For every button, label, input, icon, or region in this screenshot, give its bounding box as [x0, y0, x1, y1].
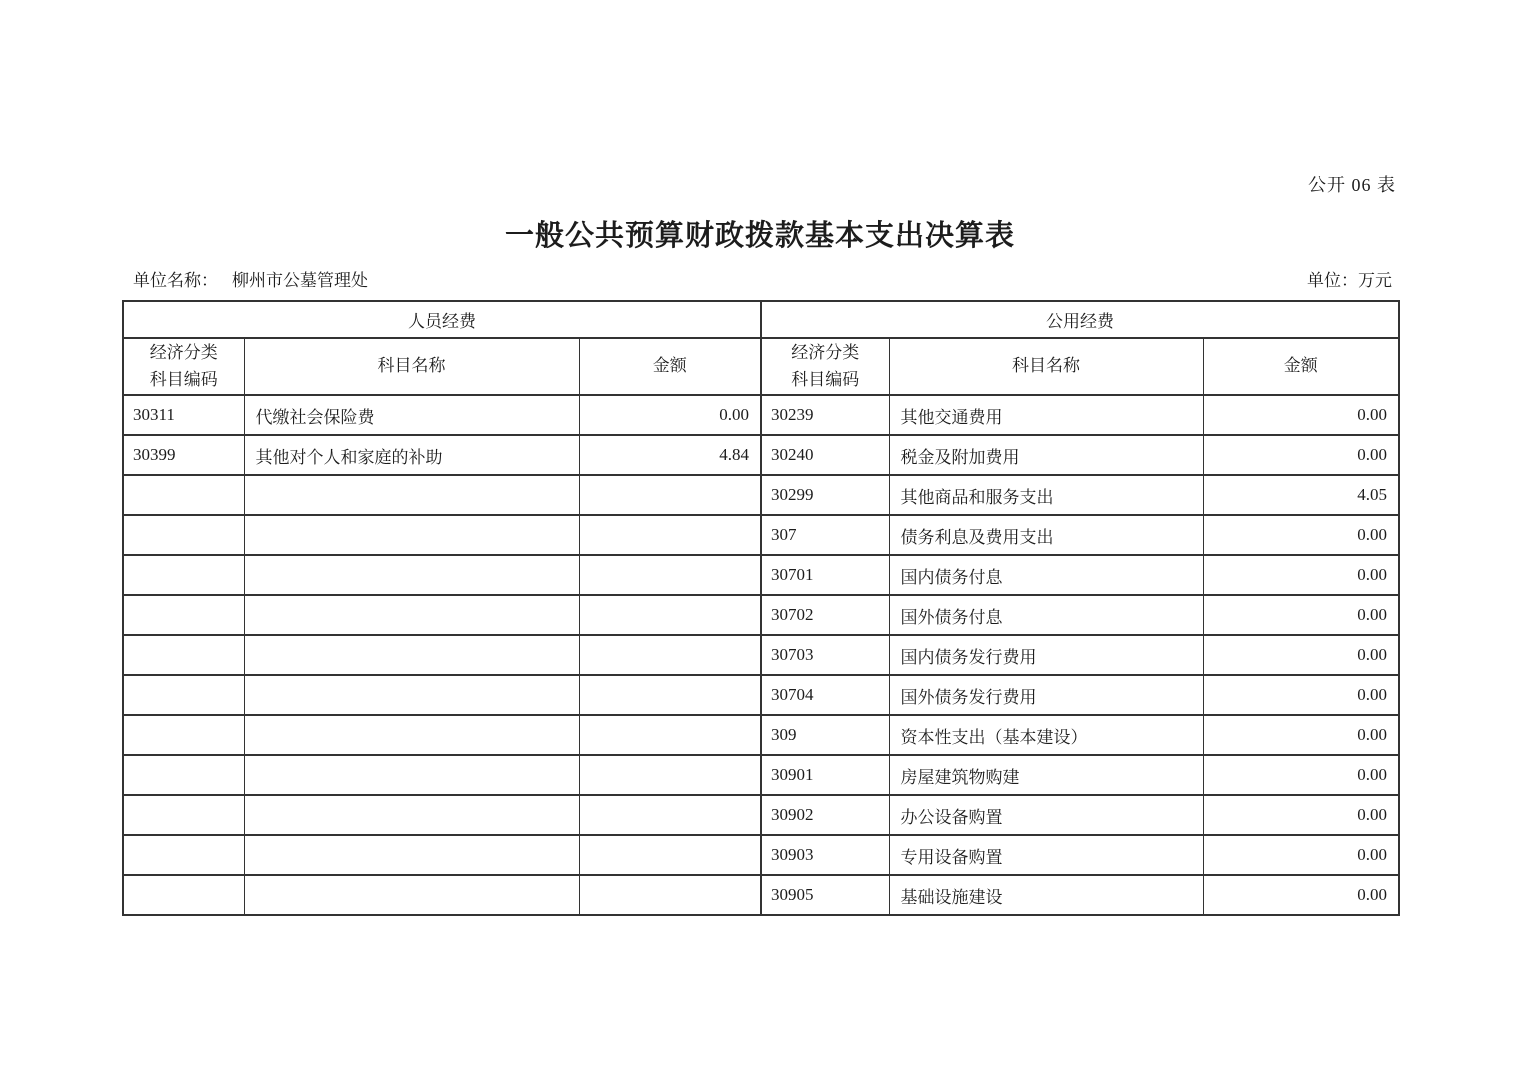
left-cell-amount [579, 835, 761, 875]
sheet-number-label: 公开 06 表 [1308, 175, 1396, 195]
right-cell-name: 债务利息及费用支出 [889, 515, 1203, 555]
right-cell-name: 房屋建筑物购建 [889, 755, 1203, 795]
right-cell-amount: 4.05 [1203, 475, 1399, 515]
right-cell-name: 税金及附加费用 [889, 435, 1203, 475]
meta-row [122, 266, 1398, 291]
right-cell-code: 30240 [761, 435, 889, 475]
right-cell-code: 30704 [761, 675, 889, 715]
left-col-header-code-line1: 经济分类 [149, 343, 218, 363]
right-cell-name: 国外债务付息 [889, 595, 1203, 635]
left-cell-code [123, 515, 244, 555]
right-cell-amount: 0.00 [1203, 515, 1399, 555]
left-cell-code [123, 675, 244, 715]
right-cell-amount: 0.00 [1203, 555, 1399, 595]
right-col-header-code-line1: 经济分类 [791, 343, 860, 363]
right-col-header-code [761, 338, 889, 395]
right-cell-code: 30299 [761, 475, 889, 515]
left-cell-amount [579, 715, 761, 755]
left-cell-code [123, 715, 244, 755]
table-row [123, 835, 1399, 875]
left-cell-amount [579, 555, 761, 595]
table-row [123, 795, 1399, 835]
expenditure-table [122, 300, 1400, 916]
left-cell-name [244, 675, 579, 715]
right-cell-code: 309 [761, 715, 889, 755]
table-row [123, 595, 1399, 635]
right-cell-name: 其他商品和服务支出 [889, 475, 1203, 515]
left-cell-code [123, 755, 244, 795]
right-cell-amount: 0.00 [1203, 395, 1399, 435]
right-cell-name: 办公设备购置 [889, 795, 1203, 835]
right-cell-amount: 0.00 [1203, 595, 1399, 635]
left-col-header-code-line2: 科目编码 [149, 369, 218, 389]
right-cell-code: 30239 [761, 395, 889, 435]
left-cell-code [123, 835, 244, 875]
left-cell-amount [579, 595, 761, 635]
left-cell-amount [579, 875, 761, 915]
right-cell-amount: 0.00 [1203, 635, 1399, 675]
left-cell-name: 代缴社会保险费 [244, 395, 579, 435]
right-cell-amount: 0.00 [1203, 715, 1399, 755]
left-cell-name [244, 555, 579, 595]
left-cell-name: 其他对个人和家庭的补助 [244, 435, 579, 475]
column-header-row [123, 338, 1399, 395]
right-cell-code: 30903 [761, 835, 889, 875]
table-row [123, 555, 1399, 595]
right-cell-amount: 0.00 [1203, 435, 1399, 475]
left-cell-code [123, 555, 244, 595]
left-cell-name [244, 875, 579, 915]
right-cell-amount: 0.00 [1203, 835, 1399, 875]
left-col-header-name: 科目名称 [244, 338, 579, 395]
left-cell-amount [579, 675, 761, 715]
unit-name-label: 单位名称： [133, 271, 218, 290]
group-header-public: 公用经费 [761, 301, 1399, 338]
left-cell-code [123, 635, 244, 675]
right-cell-code: 307 [761, 515, 889, 555]
unit-name-line [122, 266, 368, 291]
left-cell-name [244, 795, 579, 835]
right-cell-code: 30701 [761, 555, 889, 595]
left-cell-name [244, 715, 579, 755]
table-row [123, 475, 1399, 515]
left-col-header-code [123, 338, 244, 395]
right-cell-code: 30703 [761, 635, 889, 675]
left-col-header-amount: 金额 [579, 338, 761, 395]
right-cell-name: 专用设备购置 [889, 835, 1203, 875]
right-col-header-name: 科目名称 [889, 338, 1203, 395]
right-cell-code: 30702 [761, 595, 889, 635]
right-cell-amount: 0.00 [1203, 755, 1399, 795]
left-cell-code: 30399 [123, 435, 244, 475]
left-cell-name [244, 835, 579, 875]
right-cell-name: 基础设施建设 [889, 875, 1203, 915]
left-cell-name [244, 755, 579, 795]
left-cell-code: 30311 [123, 395, 244, 435]
left-cell-name [244, 515, 579, 555]
group-header-personnel: 人员经费 [123, 301, 761, 338]
left-cell-name [244, 635, 579, 675]
table-row [123, 875, 1399, 915]
left-cell-amount [579, 515, 761, 555]
currency-unit-label: 单位：万元 [1307, 271, 1392, 290]
table-row [123, 395, 1399, 435]
left-cell-code [123, 475, 244, 515]
right-cell-name: 资本性支出（基本建设） [889, 715, 1203, 755]
table-row [123, 715, 1399, 755]
left-cell-amount [579, 755, 761, 795]
left-cell-name [244, 475, 579, 515]
left-cell-amount [579, 475, 761, 515]
right-col-header-code-line2: 科目编码 [791, 369, 860, 389]
right-cell-name: 国内债务付息 [889, 555, 1203, 595]
left-cell-amount [579, 635, 761, 675]
left-cell-name [244, 595, 579, 635]
table-row [123, 515, 1399, 555]
page-title: 一般公共预算财政拨款基本支出决算表 [504, 220, 1015, 252]
left-cell-amount: 0.00 [579, 395, 761, 435]
right-cell-amount: 0.00 [1203, 875, 1399, 915]
group-header-row [123, 301, 1399, 338]
left-cell-amount: 4.84 [579, 435, 761, 475]
left-cell-amount [579, 795, 761, 835]
table-row [123, 435, 1399, 475]
right-col-header-amount: 金额 [1203, 338, 1399, 395]
right-cell-code: 30902 [761, 795, 889, 835]
right-cell-code: 30905 [761, 875, 889, 915]
right-cell-amount: 0.00 [1203, 675, 1399, 715]
unit-name-value: 柳州市公墓管理处 [232, 271, 368, 290]
table-body [123, 395, 1399, 915]
left-cell-code [123, 875, 244, 915]
left-cell-code [123, 795, 244, 835]
right-cell-name: 国内债务发行费用 [889, 635, 1203, 675]
right-cell-name: 国外债务发行费用 [889, 675, 1203, 715]
table-row [123, 755, 1399, 795]
table-row [123, 635, 1399, 675]
right-cell-amount: 0.00 [1203, 795, 1399, 835]
table-row [123, 675, 1399, 715]
right-cell-code: 30901 [761, 755, 889, 795]
right-cell-name: 其他交通费用 [889, 395, 1203, 435]
left-cell-code [123, 595, 244, 635]
